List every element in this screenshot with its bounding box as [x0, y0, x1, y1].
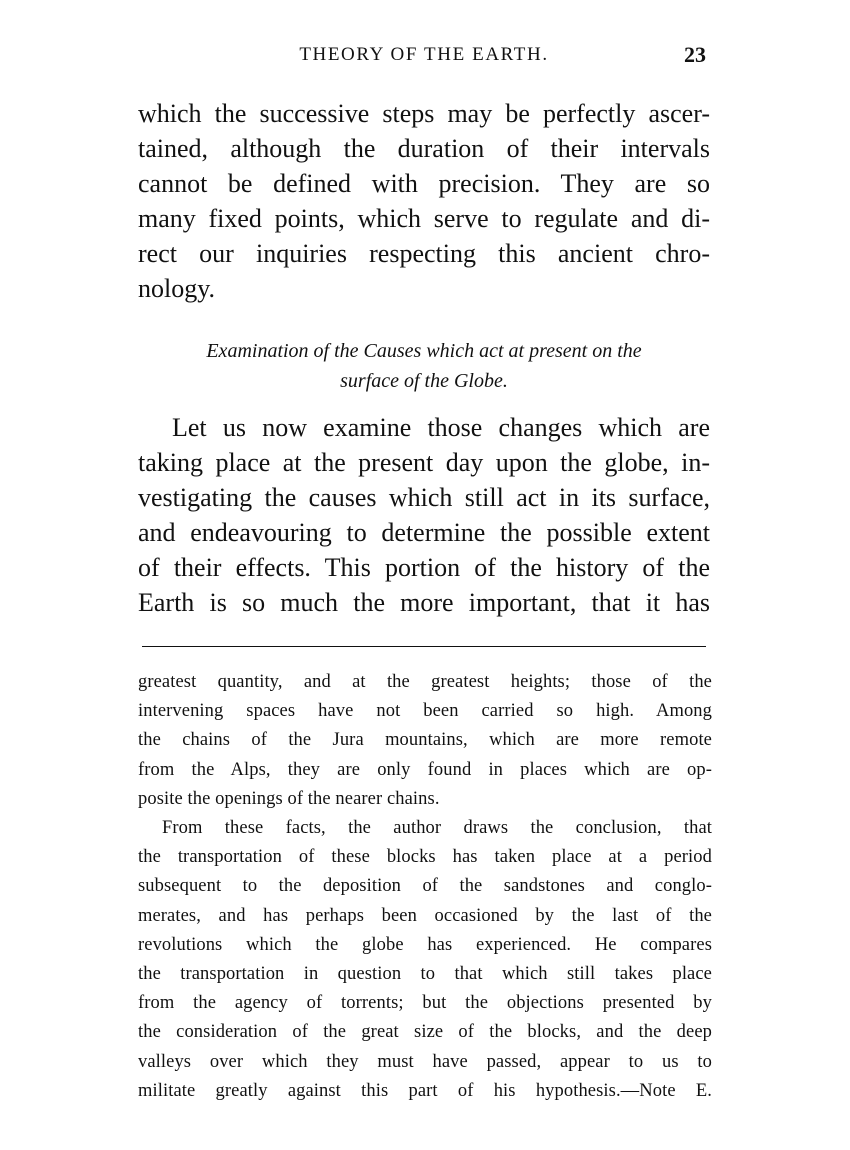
footnote-line: the consideration of the great size of the blocks, and the deep [138, 1022, 712, 1043]
footnote-line: greatest quantity, and at the greatest heights; those of the [138, 672, 712, 692]
section-heading [138, 336, 710, 396]
text-line: of their effects. This portion of the history of the [138, 553, 710, 582]
text-line: vestigating the causes which still act in its surface, [138, 483, 710, 512]
footnote-line: from the Alps, they are only found in places which are op- [138, 759, 712, 780]
text-line: rect our inquiries respecting this ancient chro- [138, 239, 710, 268]
running-title: THEORY OF THE EARTH. [299, 44, 549, 65]
page-number: 23 [684, 42, 706, 67]
footnote-line: valleys over which they must have passed, appear to us to [138, 1051, 712, 1072]
section-heading-line: Examination of the Causes which act at present on the [206, 340, 642, 362]
page-header [138, 42, 710, 72]
text-line: and endeavouring to determine the possible extent [138, 518, 710, 547]
paragraph-continued [138, 96, 710, 306]
footnote-line: posite the openings of the nearer chains. [138, 788, 440, 809]
text-line: Let us now examine those changes which are [172, 413, 710, 442]
text-line: which the successive steps may be perfectly ascer- [138, 99, 710, 128]
footnote [138, 668, 712, 1106]
footnote-line: the chains of the Jura mountains, which are more remote [138, 730, 712, 751]
text-line: many fixed points, which serve to regulate and di- [138, 204, 710, 233]
footnote-line: from the agency of torrents; but the objections presented by [138, 993, 712, 1014]
section-heading-line: surface of the Globe. [340, 370, 508, 392]
footnote-line: the transportation of these blocks has taken place at a period [138, 847, 712, 868]
text-line: tained, although the duration of their intervals [138, 134, 710, 163]
text-line: taking place at the present day upon the globe, in- [138, 448, 710, 477]
footnote-line: the transportation in question to that which still takes place [138, 964, 712, 985]
footnote-line: militate greatly against this part of his hypothesis.—Note E. [138, 1080, 712, 1101]
footnote-line: From these facts, the author draws the conclusion, that [162, 818, 712, 839]
paragraph-section [138, 410, 710, 620]
footnote-line: revolutions which the globe has experienced. He compares [138, 934, 712, 955]
footnote-line: intervening spaces have not been carried so high. Among [138, 701, 712, 722]
text-line: Earth is so much the more important, that it has [138, 588, 710, 617]
text-line: cannot be defined with precision. They are so [138, 169, 710, 198]
text-line: nology. [138, 274, 216, 303]
footnote-divider [142, 646, 706, 647]
footnote-line: merates, and has perhaps been occasioned by the last of the [138, 905, 712, 926]
footnote-line: subsequent to the deposition of the sandstones and conglo- [138, 876, 712, 897]
